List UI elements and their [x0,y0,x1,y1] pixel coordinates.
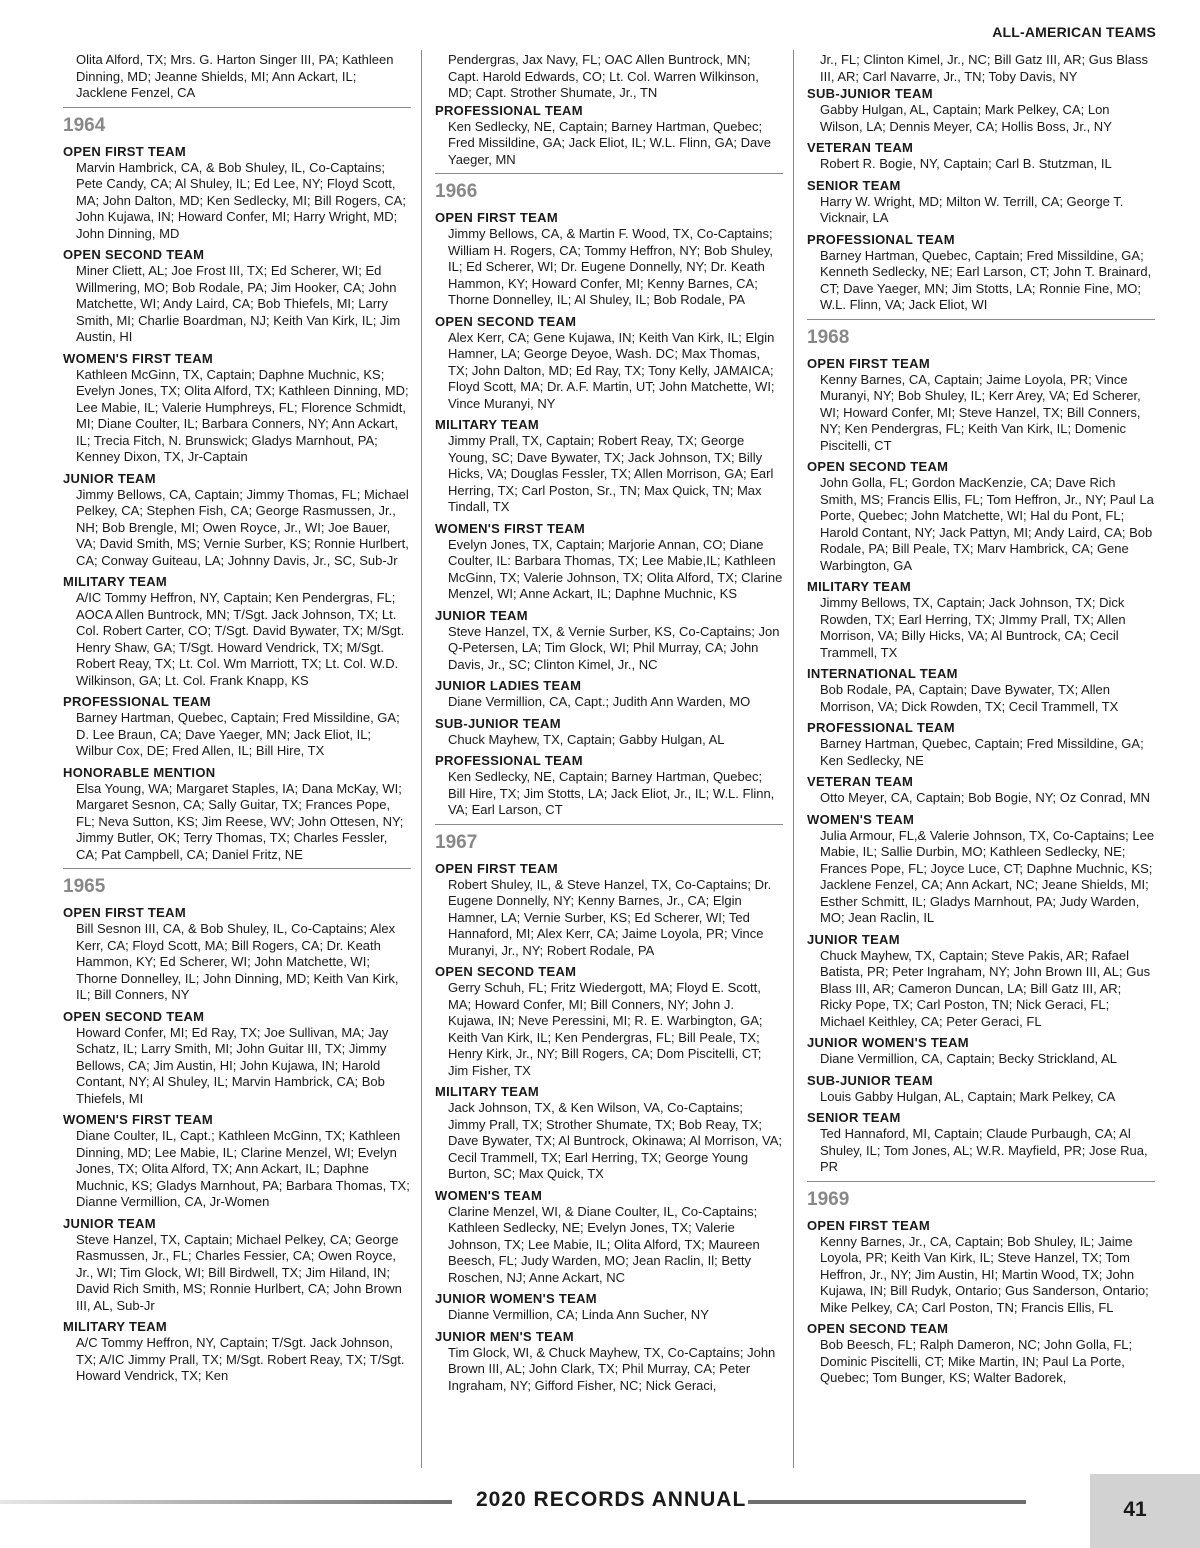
team-entry [435,1083,783,1183]
column-1 [63,52,411,1389]
team-entry [63,350,411,466]
team-title: VETERAN TEAM [807,140,914,155]
team-roster: Chuck Mayhew, TX, Captain; Gabby Hulgan, AL [448,731,725,747]
team-roster: Howard Confer, MI; Ed Ray, TX; Joe Sullivan, MA; Jay Schatz, IL; Larry Smith, MI; John Guitar III, TX; Jimmy Bellows, CA; Jim Austin, HI; John Kujawa, IN; Harold Contant, NY; Al Shuley, IL; Marvin Hambrick, CA; Bob Thiefels, MI [76,1024,389,1106]
team-entry [435,1187,783,1287]
team-entry [807,1217,1155,1317]
team-roster: Barney Hartman, Quebec, Captain; Fred Missildine, GA; Ken Sedlecky, NE [820,736,1144,768]
team-entry [435,752,783,819]
team-entry [63,1215,411,1315]
team-roster: Diane Vermillion, CA, Captain; Becky Strickland, AL [820,1051,1117,1066]
team-title: JUNIOR TEAM [63,470,156,486]
team-roster: Kenny Barnes, Jr., CA, Captain; Bob Shuley, IL; Jaime Loyola, PR; Keith Van Kirk, IL; Steve Hanzel, TX; Tom Heffron, Jr., NY; Jim Austin, HI; Martin Wood, TX; John Kujawa, IN; Bill Rudyk, Ontario; Gus Sanderson, Ontario; Mike Pelkey, CA; Carl Poston, TN; Francis Ellis, FL [820,1233,1149,1315]
team-entry [63,764,411,864]
team-roster: Barney Hartman, Quebec, Captain; Fred Missildine, GA; Kenneth Sedlecky, NE; Earl Larson, CT; John T. Brainard, CT; Dave Yaeger, MN; Jim Stotts, LA; Ronnie Fine, MO; W.L. Flinn, VA; Jack Eliot, WI [820,247,1152,312]
column-divider [421,50,422,1468]
team-title: SENIOR TEAM [807,177,901,193]
team-entry [807,1320,1155,1387]
team-entry [807,458,1155,574]
team-entry [807,231,1155,314]
continued-roster: Jr., FL; Clinton Kimel, Jr., NC; Bill Gatz III, AR; Gus Blass III, AR; Carl Navarre, Jr., TN; Toby Davis, NY [820,52,1148,84]
team-roster: Barney Hartman, Quebec, Captain; Fred Missildine, GA; D. Lee Braun, CA; Dave Yaeger, MN; Jack Eliot, IL; Wilbur Cox, DE; Fred Allen, IL; Bill Hire, TX [76,710,400,758]
page-number-box [1090,1474,1200,1548]
team-roster: Diane Vermillion, CA, Capt.; Judith Ann Warden, MO [448,694,751,709]
team-title: INTERNATIONAL TEAM [807,666,958,681]
team-roster: Evelyn Jones, TX, Captain; Marjorie Annan, CO; Diane Coulter, IL: Barbara Thomas, TX; Lee Mabie,IL; Kathleen McGinn, TX; Valerie Johnson, TX; Olita Alford, TX; Clarine Menzel, WI; Anne Ackart, IL; Daphne Muchnic, KS [448,536,783,601]
team-title: OPEN FIRST TEAM [63,905,186,920]
team-entry [63,143,411,243]
team-entry [807,1034,1155,1068]
team-title: JUNIOR TEAM [435,607,528,623]
team-roster: Ken Sedlecky, NE, Captain; Barney Hartman, Quebec; Fred Missildine, GA; Jack Eliot, IL; W.L. Flinn, GA; Dave Yaeger, MN [448,118,771,167]
continued-roster: Olita Alford, TX; Mrs. G. Harton Singer III, PA; Kathleen Dinning, MD; Jeanne Shields, MI; Ann Ackart, IL; Jacklene Fenzel, CA [76,52,394,100]
year-heading: 1966 [435,181,478,202]
team-title: SUB-JUNIOR TEAM [807,1072,933,1088]
team-entry [435,607,783,674]
team-entry [435,416,783,516]
team-entry [807,811,1155,927]
team-roster: Clarine Menzel, WI, & Diane Coulter, IL, Co-Captains; Kathleen Sedlecky, NE; Evelyn Jones, TX; Valerie Johnson, TX; Lee Mabie, IL; Olita Alford, TX; Maureen Beesch, FL; Judy Warden, MO; Jean Raclin, Il; Betty Roschen, NJ; Anne Ackart, NC [448,1203,760,1285]
column-2 [435,52,783,1398]
footer-rule-left [0,1500,452,1504]
team-roster: Miner Cliett, AL; Joe Frost III, TX; Ed Scherer, WI; Ed Willmering, MO; Bob Rodale, PA; Jim Hooker, CA; John Matchette, WI; Andy Laird, CA; Bob Thiefels, MI; Larry Smith, MI; Charlie Boardman, NJ; Keith Van Kirk, IL; Jim Austin, HI [76,263,401,344]
year-heading: 1965 [63,876,106,897]
year-heading: 1967 [435,831,478,853]
team-title: SUB-JUNIOR TEAM [807,86,933,101]
column-3 [807,52,1155,1391]
team-title: PROFESSIONAL TEAM [807,720,955,735]
team-title: OPEN FIRST TEAM [435,860,558,876]
team-entry [807,1072,1155,1106]
team-entry [807,1109,1155,1176]
team-title: JUNIOR WOMEN'S TEAM [807,1035,969,1050]
team-title: OPEN SECOND TEAM [807,459,949,474]
team-entry [435,209,783,309]
continued-roster: Pendergras, Jax Navy, FL; OAC Allen Buntrock, MN; Capt. Harold Edwards, CO; Lt. Col. Warren Wilkinson, MD; Capt. Strother Shumate, Jr., TN [448,52,759,100]
team-entry [435,1290,783,1324]
team-roster: Kathleen McGinn, TX, Captain; Daphne Muchnic, KS; Evelyn Jones, TX; Olita Alford, TX; Kathleen Dinning, MD; Lee Mabie, IL; Valerie Humphreys, FL; Florence Schmidt, MI; Diane Coulter, IL; Barbara Conners, NY; Ann Ackart, IL; Trecia Fitch, N. Brunswick; Gladys Marnhout, PA; Kenney Dixon, TX, Jr-Captain [76,366,409,464]
team-title: OPEN FIRST TEAM [807,1217,930,1233]
team-roster: Dianne Vermillion, CA; Linda Ann Sucher, NY [448,1307,709,1322]
team-title: MILITARY TEAM [435,417,540,432]
team-roster: Jimmy Bellows, CA, & Martin F. Wood, TX, Co-Captains; William H. Rogers, CA; Tommy Heffron, NY; Bob Shuley, IL; Ed Scherer, WI; Dr. Eugene Donnelly, NY; Dr. Keath Hammon, KY; Howard Confer, MI; Kenny Barnes, CA; Thorne Donnelley, IL; Al Shuley, IL; Bob Rodale, PA [448,226,773,307]
team-roster: Tim Glock, WI, & Chuck Mayhew, TX, Co-Captains; John Brown III, AL; John Clark, TX; Phil Murray, CA; Peter Ingraham, NY; Gifford Fisher, NC; Nick Geraci, [448,1344,776,1393]
team-roster: Bob Rodale, PA, Captain; Dave Bywater, TX; Allen Morrison, VA; Dick Rowden, TX; Cecil Trammell, TX [820,682,1119,714]
team-roster: Gerry Schuh, FL; Fritz Wiedergott, MA; Floyd E. Scott, MA; Howard Confer, MI; Bill Conners, NY; John J. Kujawa, IN; Neve Peressini, MI; R. E. Warbington, GA; Keith Van Kirk, IL; Ken Pendergras, FL; Bill Peale, TX; Henry Kirk, Jr., NY; Bill Rogers, CA; Dom Piscitelli, CT; Jim Fisher, TX [448,980,763,1078]
team-entry [435,1328,783,1395]
column-divider [793,50,794,1468]
team-title: OPEN SECOND TEAM [807,1321,949,1336]
team-entry [63,904,411,1004]
team-roster: Harry W. Wright, MD; Milton W. Terrill, CA; George T. Vicknair, LA [820,193,1124,225]
team-entry [435,313,783,413]
team-roster: Bob Beesch, FL; Ralph Dameron, NC; John Golla, FL; Dominic Piscitelli, CT; Mike Martin, IN; Paul La Porte, Quebec; Tom Bunger, KS; Walter Badorek, [820,1337,1133,1385]
team-entry [435,677,783,711]
section-header: ALL-AMERICAN TEAMS [992,24,1156,40]
team-title: SUB-JUNIOR TEAM [435,715,561,731]
team-entry [807,773,1155,807]
team-roster: John Golla, FL; Gordon MacKenzie, CA; Dave Rich Smith, MS; Francis Ellis, FL; Tom Heffron, Jr., NY; Paul La Porte, Quebec; John Matchette, WI; Hal du Pont, FL; Harold Contant, NY; Jack Pattyn, MI; Andy Laird, CA; Bob Rodale, PA; Bill Peale, TX; Marv Hambrick, CA; Gene Warbington, GA [820,475,1154,573]
team-entry [807,665,1155,715]
team-title: JUNIOR MEN'S TEAM [435,1328,574,1344]
team-entry [63,246,411,346]
team-roster: Robert Shuley, IL, & Steve Hanzel, TX, Co-Captains; Dr. Eugene Donnelly, NY; Kenny Barnes, Jr., CA; Elgin Hamner, LA; Vernie Surber, KS; Ed Scherer, WI; Ted Hannaford, MI; Alex Kerr, CA; Jaime Loyola, PR; Vince Muranyi, Jr., NY; Robert Rodale, PA [448,876,772,958]
team-entry [807,85,1155,135]
year-heading: 1968 [807,326,850,348]
team-title: OPEN FIRST TEAM [63,143,186,159]
team-roster: Ted Hannaford, MI, Captain; Claude Purbaugh, CA; Al Shuley, IL; Tom Jones, AL; W.R. Mayfield, PR; Jose Rua, PR [820,1126,1148,1174]
team-entry [63,1318,411,1385]
team-roster: Gabby Hulgan, AL, Captain; Mark Pelkey, CA; Lon Wilson, LA; Dennis Meyer, CA; Hollis Boss, Jr., NY [820,102,1112,134]
team-title: JUNIOR WOMEN'S TEAM [435,1291,597,1306]
publication-title: 2020 RECORDS ANNUAL [476,1488,747,1511]
team-entry [807,931,1155,1031]
team-title: MILITARY TEAM [63,574,168,589]
team-title: WOMEN'S FIRST TEAM [63,350,214,366]
team-title: PROFESSIONAL TEAM [435,753,583,768]
year-heading: 1969 [807,1188,850,1210]
team-roster: Otto Meyer, CA, Captain; Bob Bogie, NY; Oz Conrad, MN [820,790,1151,805]
team-roster: A/IC Tommy Heffron, NY, Captain; Ken Pendergras, FL; AOCA Allen Buntrock, MN; T/Sgt. Jack Johnson, TX; Lt. Col. Robert Carter, CO; T/Sgt. David Bywater, TX; M/Sgt. Henry Shaw, GA; T/Sgt. Howard Vendrick, TX; M/Sgt. Robert Reay, TX; Lt. Col. Wm Marriott, TX; Lt. Col. W.D. Wilkinson, GA; Lt. Col. Frank Knapp, KS [76,590,405,688]
team-roster: Kenny Barnes, CA, Captain; Jaime Loyola, PR; Vince Muranyi, NY; Bob Shuley, IL; Kerr Arey, VA; Ed Scherer, WI; Howard Confer, MI; Steve Hanzel, TX; Bill Conners, NY; Ken Pendergras, FL; Keith Van Kirk, IL; Domenic Piscitelli, CT [820,371,1141,453]
team-title: MILITARY TEAM [435,1084,540,1099]
team-entry [63,693,411,760]
team-entry [807,719,1155,769]
team-title: OPEN SECOND TEAM [63,1008,205,1024]
year-section [63,107,411,864]
footer-rule-right [748,1500,1026,1504]
team-title: WOMEN'S FIRST TEAM [435,520,586,536]
team-title: HONORABLE MENTION [63,764,216,780]
team-entry [807,355,1155,455]
team-entry [63,470,411,570]
team-roster: Ken Sedlecky, NE, Captain; Barney Hartman, Quebec; Bill Hire, TX; Jim Stotts, LA; Jack Eliot, Jr., IL; W.L. Flinn, VA; Earl Larson, CT [448,769,775,817]
team-entry [807,177,1155,227]
team-roster: Jimmy Bellows, TX, Captain; Jack Johnson, TX; Dick Rowden, TX; Earl Herring, TX; JImmy Prall, TX; Allen Morrison, VA; Billy Hicks, VA; Al Buntrock, CA; Cecil Trammell, TX [820,595,1126,660]
team-title: OPEN SECOND TEAM [435,313,577,329]
team-title: OPEN SECOND TEAM [63,247,205,262]
page-footer [0,1474,1200,1548]
team-title: JUNIOR TEAM [63,1215,156,1231]
year-section [435,173,783,819]
team-title: OPEN FIRST TEAM [807,355,930,371]
team-title: PROFESSIONAL TEAM [807,231,955,247]
team-title: JUNIOR TEAM [807,931,900,947]
team-title: PROFESSIONAL TEAM [63,694,211,709]
year-section [807,1181,1155,1387]
team-roster: Jimmy Prall, TX, Captain; Robert Reay, TX; George Young, SC; Dave Bywater, TX; Jack Johnson, TX; Billy Hicks, VA; Douglas Fessler, TX; Allen Morrison, GA; Earl Herring, TX; Carl Poston, Sr., TN; Max Quick, TN; Max Tindall, TX [448,433,774,514]
team-roster: Diane Coulter, IL, Capt.; Kathleen McGinn, TX; Kathleen Dinning, MD; Lee Mabie, IL; Clarine Menzel, WI; Evelyn Jones, TX; Olita Alford, TX; Ann Ackart, IL; Daphne Muchnic, KS; Gladys Marnhout, PA; Barbara Thomas, TX; Dianne Vermillion, CA, Jr-Women [76,1128,410,1209]
team-entry [435,102,783,169]
year-heading: 1964 [63,114,106,136]
team-roster: Chuck Mayhew, TX, Captain; Steve Pakis, AR; Rafael Batista, PR; Peter Ingraham, NY; John Brown III, AL; Gus Blass III, AR; Cameron Duncan, LA; Bill Gatz III, AR; Ricky Pope, TX; Carl Poston, TN; Nick Geraci, FL; Michael Keithley, CA; Peter Geraci, FL [820,947,1151,1029]
team-title: SENIOR TEAM [807,1110,901,1125]
team-entry [807,578,1155,661]
team-roster: Jimmy Bellows, CA, Captain; Jimmy Thomas, FL; Michael Pelkey, CA; Stephen Fish, CA; George Rasmussen, Jr., NH; Bob Brengle, MI; Owen Royce, Jr., WI; Joe Bauer, VA; David Smith, MS; Vernie Surber, KS; Ronnie Hurlbert, CA; Conway Guiteau, LA; Johnny Davis, Jr., SC, Sub-Jr [76,486,409,568]
team-roster: A/C Tommy Heffron, NY, Captain; T/Sgt. Jack Johnson, TX; A/IC Jimmy Prall, TX; M/Sgt. Robert Reay, TX; T/Sgt. Howard Vendrick, TX; Ken [76,1335,405,1383]
team-roster: Robert R. Bogie, NY, Captain; Carl B. Stutzman, IL [820,156,1112,171]
team-entry [435,963,783,1079]
team-roster: Marvin Hambrick, CA, & Bob Shuley, IL, Co-Captains; Pete Candy, CA; Al Shuley, IL; Ed Lee, NY; Floyd Scott, MA; John Dalton, MD; Ken Sedlecky, MI; Bill Rogers, CA; John Kujawa, IN; Howard Confer, MI; Harry Wright, MD; John Dinning, MD [76,159,406,241]
team-entry [63,573,411,689]
team-roster: Bill Sesnon III, CA, & Bob Shuley, IL, Co-Captains; Alex Kerr, CA; Floyd Scott, MA; Bill Rogers, CA; Dr. Keath Hammon, KY; Ed Scherer, WI; John Matchette, WI; Thorne Donnelley, IL; John Dinning, MD; Keith Van Kirk, IL; Bill Conners, NY [76,921,399,1002]
team-roster: Steve Hanzel, TX, Captain; Michael Pelkey, CA; George Rasmussen, Jr., FL; Charles Fessier, CA; Owen Royce, Jr., WI; Tim Glock, WI; Bill Birdwell, TX; Jim Hiland, IN; David Rich Smith, MS; Ronnie Hurlbert, CA; John Brown III, AL, Sub-Jr [76,1231,402,1313]
team-title: PROFESSIONAL TEAM [435,102,583,118]
team-roster: Alex Kerr, CA; Gene Kujawa, IN; Keith Van Kirk, IL; Elgin Hamner, LA; George Deyoe, Wash. DC; Max Thomas, TX; John Dalton, MD; Ed Ray, TX; Tony Kelly, JAMAICA; Floyd Scott, MA; Dr. A.F. Martin, UT; John Matchette, WI; Vince Muranyi, NY [448,329,775,411]
team-title: VETERAN TEAM [807,774,914,789]
team-title: WOMEN'S TEAM [435,1187,543,1203]
team-entry [435,520,783,603]
team-roster: Jack Johnson, TX, & Ken Wilson, VA, Co-Captains; Jimmy Prall, TX; Strother Shumate, TX; Bob Reay, TX; Dave Bywater, TX; Al Buntrock, Okinawa; Al Morrison, VA; Cecil Trammell, TX; Earl Herring, TX; George Young Burton, SC; Max Quick, TX [448,1100,783,1181]
team-title: OPEN SECOND TEAM [435,964,577,979]
year-section [63,868,411,1385]
team-entry [63,1111,411,1211]
team-title: WOMEN'S TEAM [807,811,915,827]
year-section [435,824,783,1395]
team-roster: Julia Armour, FL,& Valerie Johnson, TX, Co-Captains; Lee Mabie, IL; Sallie Durbin, MO; Kathleen Sedlecky, NE; Frances Pope, FL; Joyce Luce, CT; Daphne Muchnic, KS; Jacklene Fenzel, CA; Ann Ackart, NC; Jeane Shields, MI; Esther Schmitt, IL; Gladys Marnhout, PA; Judy Warden, MO; Jean Raclin, IL [820,827,1155,925]
team-roster: Elsa Young, WA; Margaret Staples, IA; Dana McKay, WI; Margaret Sesnon, CA; Sally Guitar, TX; Frances Pope, FL; Neva Sutton, KS; Jim Reese, WV; John Ottesen, NY; Jimmy Butler, OK; Terry Thomas, TX; Charles Fessler, CA; Pat Campbell, CA; Daniel Fritz, NE [76,780,404,862]
page-number: 41 [1123,1498,1147,1521]
team-roster: Steve Hanzel, TX, & Vernie Surber, KS, Co-Captains; Jon Q-Petersen, LA; Tim Glock, WI; Phil Murray, CA; John Davis, Jr., SC; Clinton Kimel, Jr., NC [448,623,780,672]
team-entry [435,715,783,749]
team-title: JUNIOR LADIES TEAM [435,678,582,693]
team-title: OPEN FIRST TEAM [435,210,558,225]
team-title: MILITARY TEAM [807,579,912,594]
team-entry [807,139,1155,173]
team-roster: Louis Gabby Hulgan, AL, Captain; Mark Pelkey, CA [820,1088,1116,1104]
team-entry [435,860,783,960]
team-title: WOMEN'S FIRST TEAM [63,1112,214,1127]
team-entry [63,1008,411,1108]
team-title: MILITARY TEAM [63,1319,168,1334]
year-section [807,319,1155,1176]
